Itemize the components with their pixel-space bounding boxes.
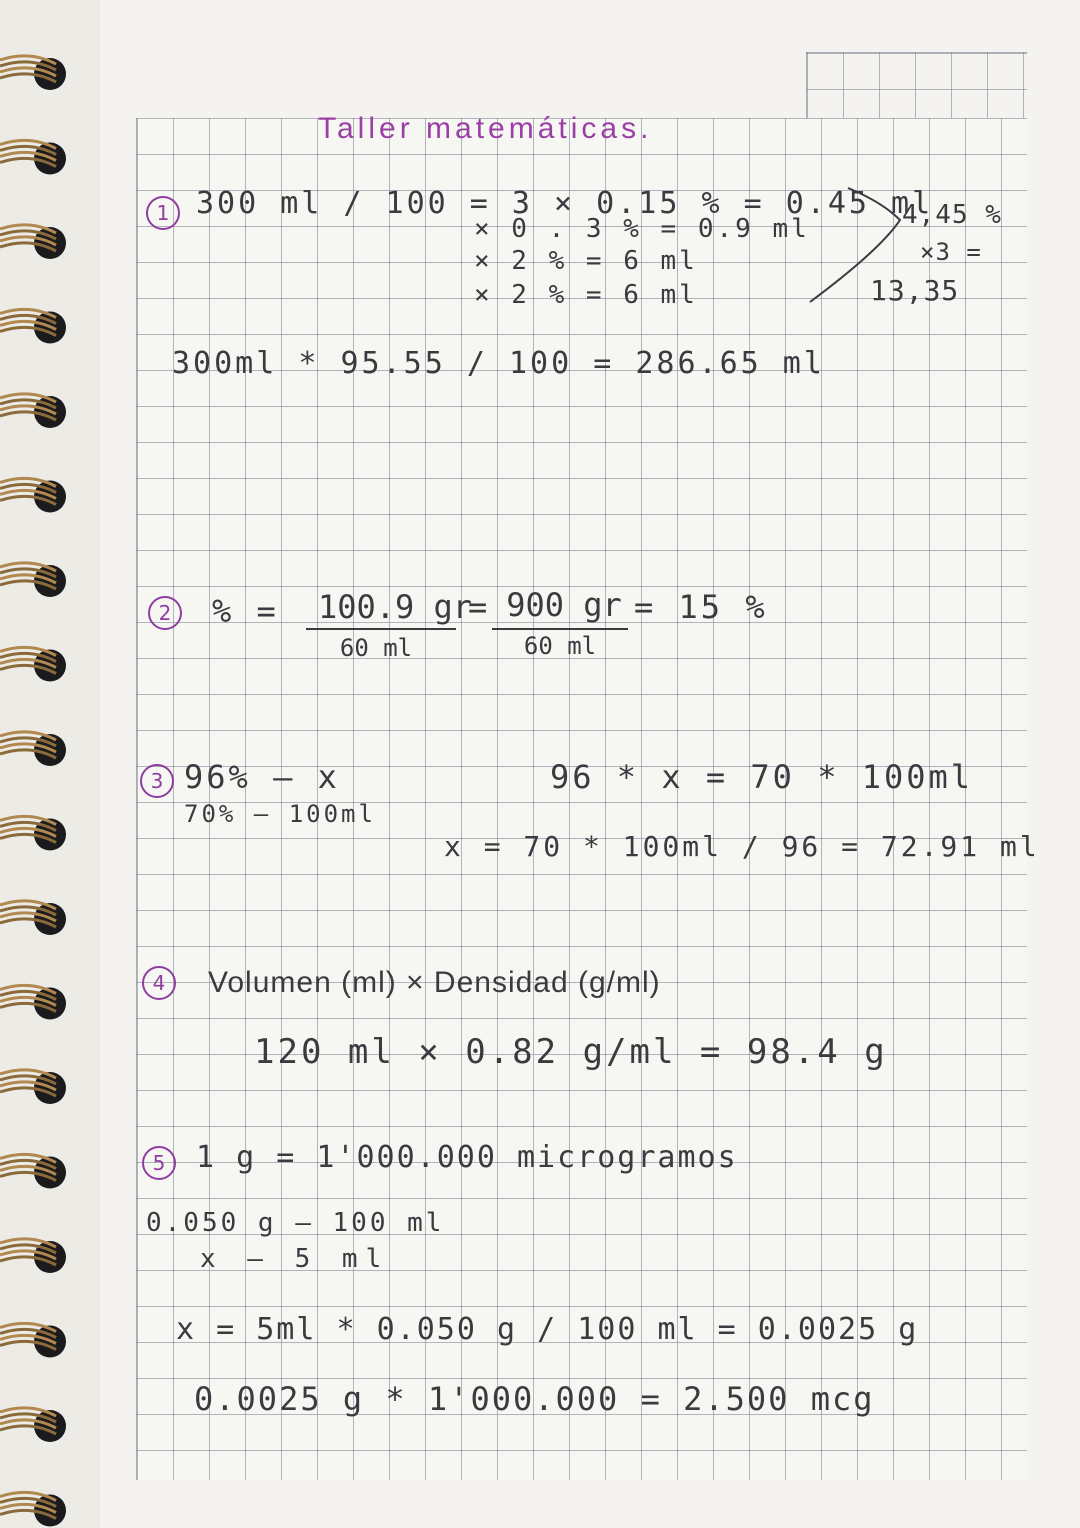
- exercise-2-lhs: % =: [212, 592, 279, 630]
- exercise-1-number: 1: [146, 196, 180, 230]
- exercise-1-side-2: ×3 =: [920, 238, 982, 266]
- grid-tab: [806, 52, 1027, 123]
- exercise-1-result: 300ml * 95.55 / 100 = 286.65 ml: [172, 346, 825, 381]
- exercise-2-denominator-2: 60 ml: [523, 632, 597, 660]
- exercise-1-line-3: × 2 % = 6 ml: [474, 246, 698, 276]
- exercise-4-line-2: 120 ml × 0.82 g/ml = 98.4 g: [254, 1032, 888, 1072]
- exercise-5-number: 5: [142, 1146, 176, 1180]
- exercise-5-line-4: 0.0025 g * 1'000.000 = 2.500 mcg: [194, 1380, 875, 1418]
- exercise-5-line-3: x = 5ml * 0.050 g / 100 ml = 0.0025 g: [176, 1312, 919, 1347]
- exercise-5-line-2a: 0.050 g — 100 ml: [146, 1208, 445, 1238]
- exercise-1-line-4: × 2 % = 6 ml: [474, 280, 698, 310]
- exercise-1-side-1: 4,45 %: [902, 200, 1002, 230]
- exercise-1-line-2: × 0 . 3 % = 0.9 ml: [474, 214, 810, 244]
- exercise-2-fraction-bar-1: [306, 628, 456, 630]
- exercise-5-line-2b: x — 5 ml: [200, 1244, 390, 1274]
- exercise-4-number: 4: [142, 966, 176, 1000]
- exercise-3-number: 3: [140, 764, 174, 798]
- exercise-2-equals: =: [468, 588, 491, 626]
- exercise-3-right-1: 96 * x = 70 * 100ml: [550, 758, 974, 796]
- grid-paper: [136, 118, 1027, 1480]
- spiral-binding: [0, 0, 100, 1528]
- exercise-3-line-2: 70% — 100ml: [184, 800, 376, 828]
- exercise-1-line-1: 300 ml / 100 = 3 × 0.15 % = 0.45 ml: [196, 186, 934, 221]
- exercise-5-line-1: 1 g = 1'000.000 microgramos: [196, 1140, 738, 1175]
- exercise-2-denominator-1: 60 ml: [339, 634, 413, 662]
- exercise-2-result: = 15 %: [634, 588, 768, 626]
- exercise-3-right-2: x = 70 * 100ml / 96 = 72.91 ml: [444, 830, 1040, 863]
- exercise-3-line-1: 96% — x: [184, 758, 340, 796]
- exercise-2-numerator-2: 900 gr: [506, 586, 622, 624]
- exercise-1-side-3: 13,35: [870, 274, 960, 307]
- exercise-2-number: 2: [148, 596, 182, 630]
- exercise-4-line-1: Volumen (ml) × Densidad (g/ml): [208, 966, 661, 999]
- page-title: Taller matemáticas.: [318, 112, 653, 145]
- exercise-2-fraction-bar-2: [492, 628, 628, 630]
- exercise-2-numerator-1: 100.9 gr: [317, 588, 473, 626]
